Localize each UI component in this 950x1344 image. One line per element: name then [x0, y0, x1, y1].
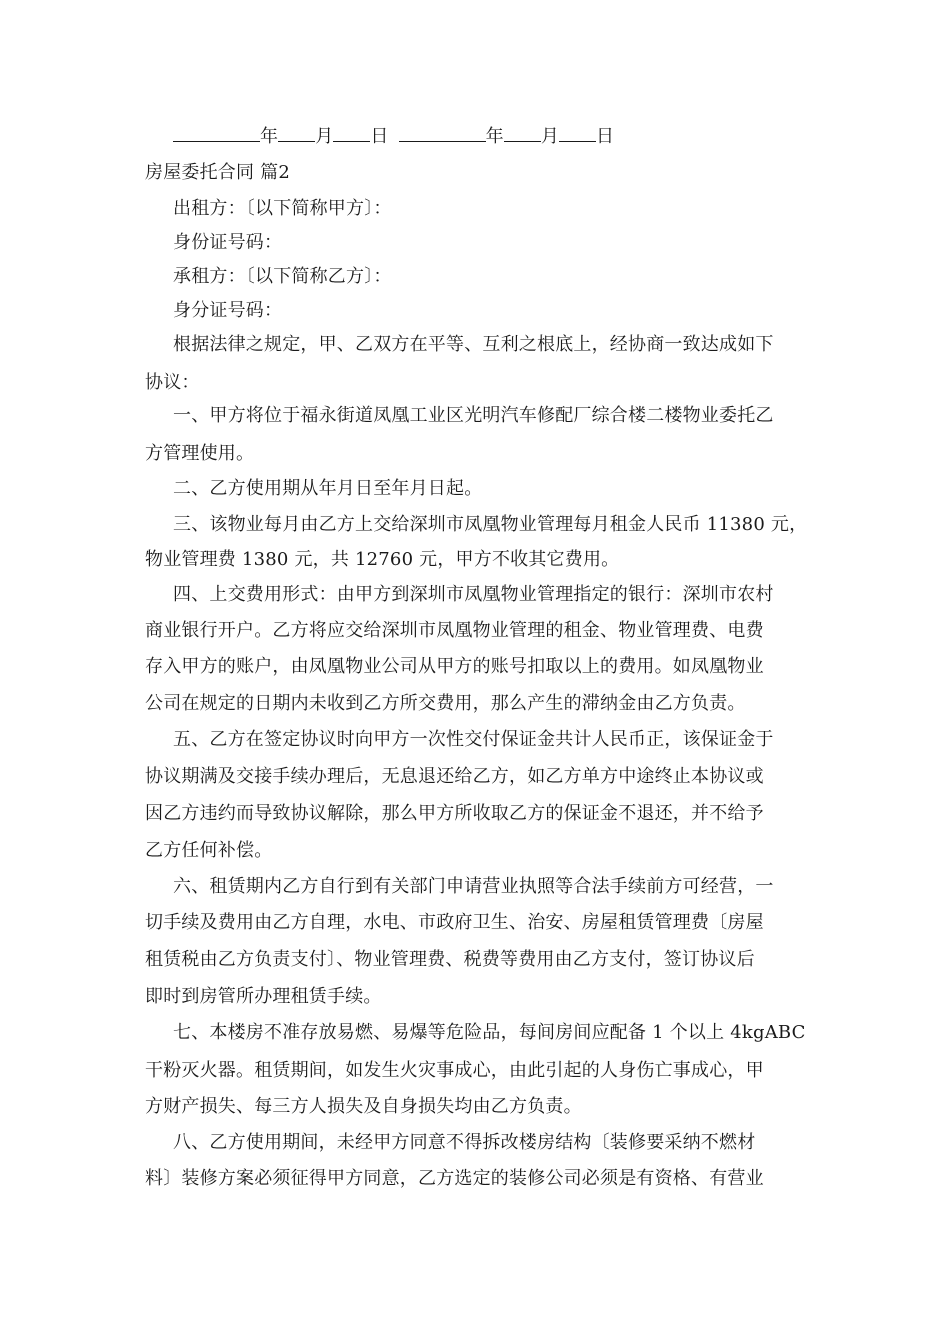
year-blank [399, 127, 486, 142]
paragraph-line: 料〕装修方案必须征得甲方同意，乙方选定的装修公司必须是有资格、有营业 [145, 1168, 764, 1189]
paragraph-line: 租赁税由乙方负责支付〕、物业管理费、税费等费用由乙方支付，签订协议后 [145, 949, 755, 970]
lessor-field: 出租方：〔以下简称甲方〕： [173, 198, 392, 219]
lessee-id-field: 身分证号码： [173, 300, 283, 321]
paragraph-line: 存入甲方的账户，由凤凰物业公司从甲方的账号扣取以上的费用。如凤凰物业 [145, 656, 764, 677]
paragraph-line: 物业管理费 1380 元，共 12760 元，甲方不收其它费用。 [145, 549, 620, 570]
lessor-id-field: 身份证号码： [173, 232, 283, 253]
paragraph-line: 因乙方违约而导致协议解除，那么甲方所收取乙方的保证金不退还，并不给予 [145, 803, 764, 824]
paragraph-line: 三、该物业每月由乙方上交给深圳市凤凰物业管理每月租金人民币 11380 元， [173, 514, 808, 535]
section-title: 房屋委托合同 篇2 [145, 162, 290, 183]
paragraph-line: 八、乙方使用期间，未经甲方同意不得拆改楼房结构〔装修要采纳不燃材 [173, 1132, 756, 1153]
day-blank [559, 127, 596, 142]
lessee-field: 承租方：〔以下简称乙方〕： [173, 266, 392, 287]
year-blank [173, 127, 260, 142]
signature-date-line [173, 126, 614, 148]
paragraph-line: 商业银行开户。乙方将应交给深圳市凤凰物业管理的租金、物业管理费、电费 [145, 620, 764, 641]
paragraph-line: 根据法律之规定，甲、乙双方在平等、互利之根底上，经协商一致达成如下 [173, 334, 774, 355]
paragraph-line: 方管理使用。 [145, 443, 255, 464]
paragraph-line: 一、甲方将位于福永街道凤凰工业区光明汽车修配厂综合楼二楼物业委托乙 [173, 405, 774, 426]
day-label: 日 [596, 126, 615, 147]
day-blank [333, 127, 370, 142]
paragraph-line: 四、上交费用形式：由甲方到深圳市凤凰物业管理指定的银行：深圳市农村 [173, 584, 774, 605]
paragraph-line: 协议期满及交接手续办理后，无息退还给乙方，如乙方单方中途终止本协议或 [145, 766, 764, 787]
paragraph-line: 二、乙方使用期从年月日至年月日起。 [173, 478, 483, 499]
paragraph-line: 协议： [145, 372, 200, 393]
paragraph-line: 即时到房管所办理租赁手续。 [145, 986, 382, 1007]
day-label: 日 [370, 126, 389, 147]
year-label: 年 [260, 126, 279, 147]
paragraph-line: 五、乙方在签定协议时向甲方一次性交付保证金共计人民币正，该保证金于 [173, 729, 774, 750]
paragraph-line: 六、租赁期内乙方自行到有关部门申请营业执照等合法手续前方可经营，一 [173, 876, 774, 897]
month-label: 月 [540, 126, 560, 147]
paragraph-line: 公司在规定的日期内未收到乙方所交费用，那么产生的滞纳金由乙方负责。 [145, 693, 746, 714]
year-label: 年 [485, 126, 504, 147]
month-blank [504, 127, 541, 142]
paragraph-line: 七、本楼房不准存放易燃、易爆等危险品，每间房间应配备 1 个以上 4kgABC [173, 1022, 806, 1043]
paragraph-line: 切手续及费用由乙方自理，水电、市政府卫生、治安、房屋租赁管理费〔房屋 [145, 912, 764, 933]
paragraph-line: 乙方任何补偿。 [145, 840, 273, 861]
month-label: 月 [315, 126, 334, 147]
paragraph-line: 方财产损失、每三方人损失及自身损失均由乙方负责。 [145, 1096, 582, 1117]
month-blank [278, 127, 315, 142]
paragraph-line: 干粉灭火器。租赁期间，如发生火灾事成心，由此引起的人身伤亡事成心，甲 [145, 1060, 764, 1081]
